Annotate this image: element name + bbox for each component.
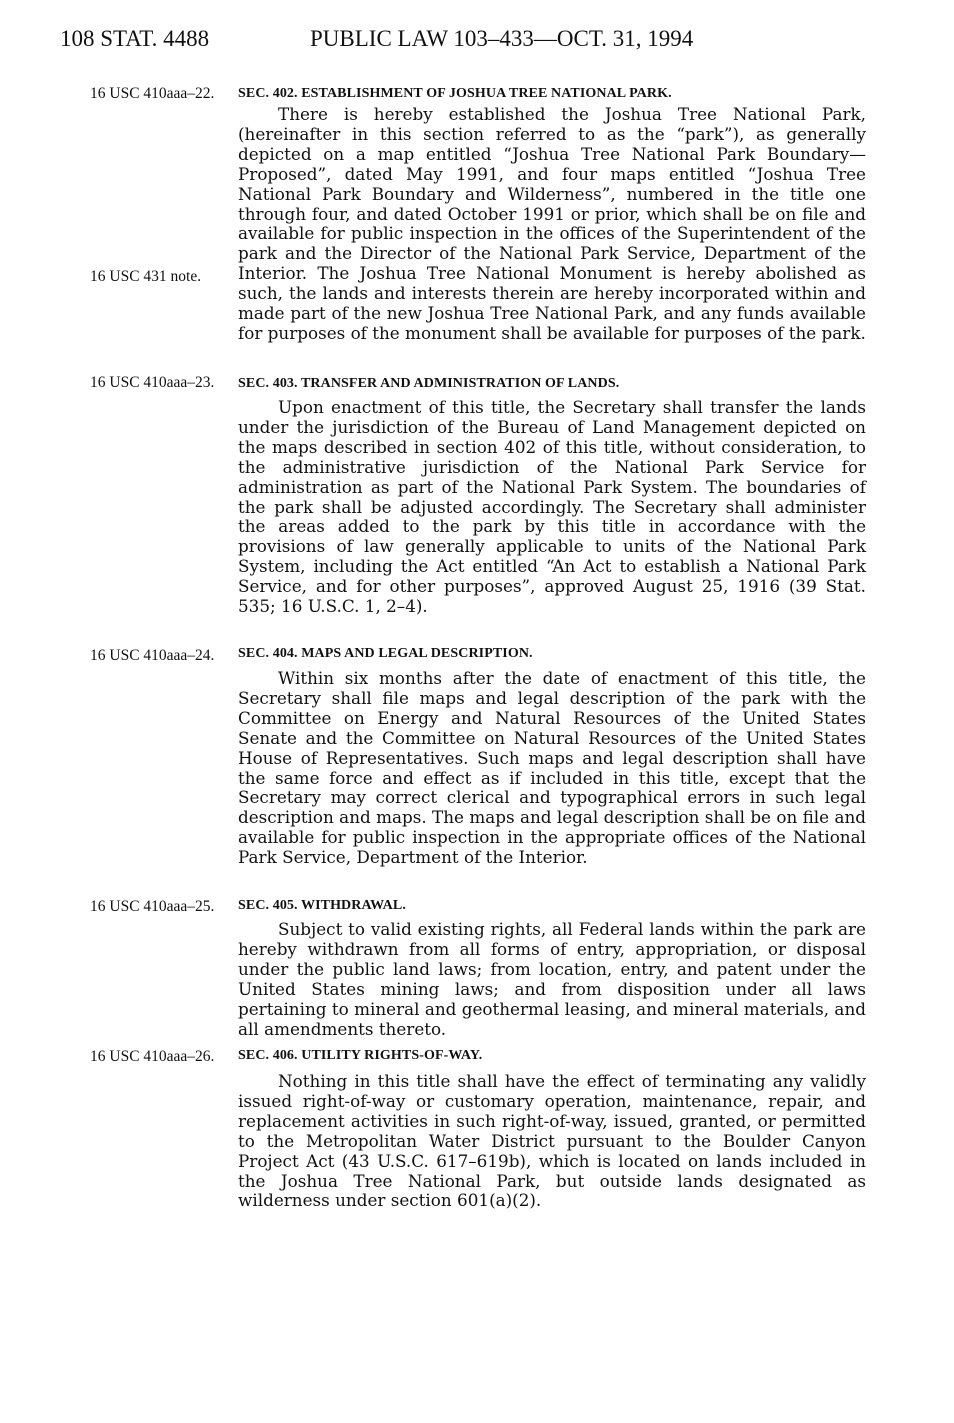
section-body: Nothing in this title shall have the effect of terminating any validly issued right-of-way or customary operation, maintenance, repair, and replacement activities in such right-of-way, issued, granted, or permitted to the Metropolitan Water District pursuant to the Boulder Canyon Project Act (43 U.S.C. 617–619b), which is located on lands included in the Joshua Tree National Park, but outside lands designated as wilderness under section 601(a)(2). [238, 1071, 866, 1211]
section-heading: SEC. 405. WITHDRAWAL. [238, 898, 406, 913]
section-body: There is hereby established the Joshua Tree National Park, (hereinafter in this section referred to as the “park”), as generally depicted on a map entitled “Joshua Tree National Park Boundary—Proposed”, dated May 1991, and four maps entitled “Joshua Tree National Park Boundary and Wilderness”, numbered in the title one through four, and dated October 1991 or prior, which shall be on file and available for public inspection in the offices of the Superintendent of the park and the Director of the National Park Service, Department of the Interior. The Joshua Tree National Monument is hereby abolished as such, the lands and interests therein are hereby incorporated within and made part of the new Joshua Tree National Park, and any funds available for purposes of the monument shall be available for purposes of the park. [238, 104, 866, 343]
page-header [60, 26, 920, 60]
margin-citation: 16 USC 410aaa–23. [90, 374, 215, 391]
section-body: Subject to valid existing rights, all Federal lands within the park are hereby withdrawn from all forms of entry, appropriation, or disposal under the public land laws; from location, entry, and patent under the United States mining laws; and from disposition under all laws pertaining to mineral and geothermal leasing, and mineral materials, and all amendments thereto. [238, 919, 866, 1039]
margin-citation: 16 USC 431 note. [90, 268, 202, 285]
margin-citation: 16 USC 410aaa–24. [90, 647, 215, 664]
section-body: Within six months after the date of enactment of this title, the Secretary shall file maps and legal description of the park with the Committee on Energy and Natural Resources of the United States Senate and the Committee on Natural Resources of the United States House of Representatives. Such maps and legal description shall have the same force and effect as if included in this title, except that the Secretary may correct clerical and typographical errors in such legal description and maps. The maps and legal description shall be on file and available for public inspection in the appropriate offices of the National Park Service, Department of the Interior. [238, 668, 866, 868]
page-number: 108 STAT. 4488 [60, 26, 210, 51]
margin-citation: 16 USC 410aaa–22. [90, 85, 215, 102]
section-heading: SEC. 406. UTILITY RIGHTS-OF-WAY. [238, 1048, 483, 1063]
section-heading: SEC. 402. ESTABLISHMENT OF JOSHUA TREE NATIONAL PARK. [238, 86, 672, 101]
margin-citation: 16 USC 410aaa–26. [90, 1048, 215, 1065]
section-heading: SEC. 403. TRANSFER AND ADMINISTRATION OF LANDS. [238, 376, 620, 391]
section-heading: SEC. 404. MAPS AND LEGAL DESCRIPTION. [238, 646, 533, 661]
header-title: PUBLIC LAW 103–433—OCT. 31, 1994 [310, 26, 694, 51]
section-body: Upon enactment of this title, the Secretary shall transfer the lands under the jurisdiction of the Bureau of Land Management depicted on the maps described in section 402 of this title, without consideration, to the administrative jurisdiction of the National Park Service for administration as part of the National Park System. The boundaries of the park shall be adjusted accordingly. The Secretary shall administer the areas added to the park by this title in accordance with the provisions of law generally applicable to units of the National Park System, including the Act entitled “An Act to establish a National Park Service, and for other purposes”, approved August 25, 1916 (39 Stat. 535; 16 U.S.C. 1, 2–4). [238, 397, 866, 617]
margin-citation: 16 USC 410aaa–25. [90, 898, 215, 915]
